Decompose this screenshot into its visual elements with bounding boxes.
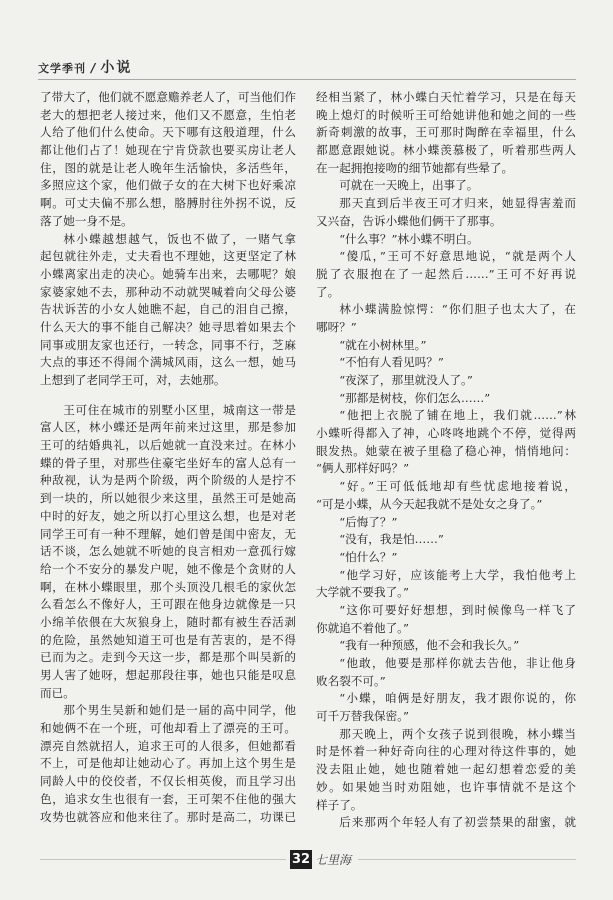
text-line: 又兴奋，告诉小蝶他们俩干了那事。: [316, 213, 502, 228]
paragraph: [316, 195, 576, 230]
paragraph: [316, 726, 576, 814]
publication-name: 七里海: [315, 853, 352, 867]
text-line: 告状诉苦的小女人她瞧不起，自己的泪自己擦，: [40, 302, 296, 317]
text-line: 王可的结婚典礼，以后她就一直没来过。在林小: [40, 438, 296, 453]
text-line: 家婆家她不去，那种动不动就哭喊着向父母公婆: [40, 284, 296, 299]
text-line: 啊，在林小蝶眼里，那个头顶没几根毛的家伙怎: [40, 579, 296, 594]
text-line: 么看怎么不像好人，王可跟在他身边就像是一只: [40, 597, 296, 612]
text-line: 了带大了，他们就不愿意赡养老人了，可当他们作: [40, 90, 296, 104]
page-footer: [0, 848, 613, 872]
text-line: “俩人那样好吗？”: [316, 461, 410, 476]
paragraph: [316, 390, 576, 408]
text-line: “怕什么？”: [339, 549, 398, 564]
text-line: 哪呀？”: [316, 319, 357, 334]
text-line: 时是怀着一种好奇向往的心理对待这件事的，她: [316, 744, 576, 759]
text-line: 富人区，林小蝶还是两年前来过这里，那是参加: [40, 420, 296, 435]
paragraph: [316, 655, 576, 690]
page-number: 32: [291, 852, 311, 867]
text-line: 林小蝶满脸惊愕：“你们胆子也太大了，在: [339, 302, 576, 317]
text-line: 而已。: [40, 685, 75, 700]
text-line: 眼发热。她蒙在被子里稳了稳心神，悄悄地问：: [316, 443, 576, 458]
text-line: “这你可要好好想想，到时候像鸟一样飞了: [339, 602, 576, 617]
text-line: 种敌视，认为是两个阶级，两个阶级的人是拧不: [40, 473, 296, 488]
text-line: 上想到了老同学王可，对，去她那。: [40, 373, 226, 387]
paragraph: [316, 602, 576, 637]
text-line: 林小蝶越想越气，饭也不做了，一赌气拿: [63, 231, 296, 246]
paragraph: [316, 177, 576, 195]
text-line: “不怕有人看见吗？”: [339, 355, 444, 370]
text-line: “我有一种预感，他不会和我长久。”: [339, 638, 520, 653]
text-line: 色，追求女生也很有一套，王可架不住他的强大: [40, 791, 296, 806]
text-column-left: [40, 89, 296, 844]
text-line: 漂亮自然就招人，追求王可的人很多，但她都看: [40, 738, 296, 753]
text-line: 给一个不安分的暴发户呢，她不像是个贪财的人: [40, 561, 296, 576]
text-line: 妙。如果她当时劝阻她，也许事情就不是这个: [316, 779, 576, 794]
journal-name: 文学季刊: [38, 62, 86, 75]
text-line: “小蝶，咱俩是好朋友，我才跟你说的，你: [339, 691, 576, 706]
text-line: 不上，可是他却让她动心了。再加上这个男生是: [40, 756, 296, 771]
text-line: “就在小树林里。”: [339, 337, 427, 352]
text-line: 同事或朋友家也还行，一转念，同事不行，芝麻: [40, 337, 296, 352]
text-line: 都愿意跟她说。林小蝶羡慕极了，听着那些两人: [316, 143, 576, 158]
paragraph: [40, 231, 296, 390]
text-line: 晚上熄灯的时候听王可给她讲他和她之间的一些: [316, 107, 576, 122]
text-line: “那都是树枝，你们怎么……”: [339, 390, 491, 405]
text-line: 了。: [316, 284, 340, 299]
text-line: 脱了衣服抱在了一起然后……”王可不好再说: [316, 266, 576, 281]
paragraph: [316, 549, 576, 567]
text-line: 起包就往外走，丈夫看也不理她，这更坚定了林: [40, 249, 296, 264]
paragraph: [316, 567, 576, 602]
text-line: 人给了他们什么使命。天下哪有这般道理，什么: [40, 125, 296, 140]
text-line: 败名裂不可。”: [316, 673, 386, 688]
footer-rule: [40, 859, 286, 860]
text-line: 住，图的就是让老人晚年生活愉快，多活些年，: [40, 160, 296, 175]
text-line: “他把上衣脱了铺在地上，我们就……”林: [339, 408, 576, 423]
paragraph: [316, 690, 576, 725]
text-line: 啊。可丈夫偏不那么想，胳膊肘往外拐不说，反: [40, 196, 296, 211]
text-line: 那天直到后半夜王可才归来，她显得害羞而: [339, 196, 576, 211]
text-line: 到一块的，所以她很少来这里，虽然王可是她高: [40, 491, 296, 506]
text-line: 新奇刺激的故事，王可那时陶醉在幸福里，什么: [316, 125, 576, 140]
paragraph: [316, 248, 576, 301]
text-line: “后悔了？”: [339, 514, 398, 529]
page-header: [38, 57, 132, 77]
paragraph: [316, 337, 576, 355]
text-line: 在一起拥抱接吻的细节她都有些晕了。: [316, 160, 514, 175]
text-line: 大点的事还不得闹个满城风雨，这么一想，她马: [40, 355, 296, 370]
text-line: 那天晚上，两个女孩子说到很晚，林小蝶当: [339, 726, 576, 741]
header-rule: [38, 79, 576, 80]
paragraph: [40, 402, 296, 703]
paragraph: [316, 814, 576, 832]
text-line: 蝶的骨子里，对那些住豪宅坐好车的富人总有一: [40, 455, 296, 470]
text-line: 同龄人中的佼佼者，不仅长相英俊，而且学习出: [40, 774, 296, 789]
text-line: 王可住在城市的别墅小区里，城南这一带是: [63, 402, 296, 417]
text-line: 都让他们占了！她现在宁肯贷款也要买房让老人: [40, 143, 296, 158]
text-line: “好。”王可低低地却有些忧虑地接着说，: [339, 479, 576, 494]
text-line: 已而为之。走到今天这一步，都是那个叫吴新的: [40, 650, 296, 665]
text-line: 同学王可有一种不理解，她们曾是闺中密友，无: [40, 526, 296, 541]
text-line: “可是小蝶，从今天起我就不是处女之身了。”: [316, 496, 543, 511]
text-column-right: [316, 89, 576, 844]
text-line: “夜深了，那里就没人了。”: [339, 373, 473, 387]
text-line: “什么事？”林小蝶不明白。: [339, 231, 479, 246]
section-name: 小说: [100, 60, 133, 76]
paragraph: [316, 301, 576, 336]
text-line: 什么天大的事不能自己解决？她寻思着如果去个: [40, 319, 296, 334]
text-line: 没去阻止她，她也随着她一起幻想着恋爱的美: [316, 762, 576, 777]
text-line: 可就在一天晚上，出事了。: [339, 178, 479, 193]
text-line: 话不谈，怎么她就不听她的良言相劝一意孤行嫁: [40, 544, 296, 559]
text-line: 老大的想把老人接过来，他们又不愿意，生怕老: [40, 107, 296, 122]
header-separator: /: [91, 61, 96, 75]
text-line: 样子了。: [316, 797, 363, 812]
text-line: 后来那两个年轻人有了初尝禁果的甜蜜，就: [339, 815, 576, 830]
text-line: 和她俩不在一个班，可他却看上了漂亮的王可。: [40, 721, 296, 736]
text-line: 男人害了她呀，想起那段往事，她也只能是叹息: [40, 668, 296, 682]
paragraph: [40, 702, 296, 826]
text-line: “没有，我是怕……”: [339, 532, 444, 547]
paragraph: [316, 478, 576, 513]
text-line: 小蝶离家出走的决心。她骑车出来，去哪呢？娘: [40, 266, 296, 281]
paragraph: [316, 637, 576, 655]
paragraph: [316, 372, 576, 390]
text-line: “傻瓜，”王可不好意思地说，“就是两个人: [339, 249, 576, 264]
paragraph: [316, 531, 576, 549]
paragraph: [316, 354, 576, 372]
text-line: 落了她一身不是。: [40, 213, 133, 228]
text-line: 小蝶听得都入了神，心咚咚地跳个不停，觉得两: [316, 426, 576, 441]
text-line: 那个男生吴新和她们是一届的高中同学，他: [63, 703, 296, 718]
text-line: 大学就不要我了。”: [316, 585, 409, 600]
footer-rule: [358, 859, 576, 860]
text-line: 攻势也就答应和他来往了。那时是高二，功课已: [40, 809, 296, 824]
text-line: “他敢，他要是那样你就去告他，非让他身: [339, 656, 576, 670]
text-line: 经相当紧了，林小蝶白天忙着学习，只是在每天: [316, 90, 576, 104]
text-line: 小绵羊依偎在大灰狼身上，随时都有被生吞活剥: [40, 614, 296, 629]
paragraph: [316, 514, 576, 532]
paragraph: [316, 231, 576, 249]
text-line: 中时的好友，她之所以打心里这么想，也是对老: [40, 508, 296, 523]
paragraph: [40, 89, 296, 231]
paragraph: [316, 89, 576, 177]
paragraph: [316, 407, 576, 478]
text-line: 可千万替我保密。”: [316, 709, 409, 724]
text-line: 多照应这个家，他们做子女的在大树下也好乘凉: [40, 178, 296, 193]
text-line: 你就追不着他了。”: [316, 620, 409, 635]
text-line: “他学习好，应该能考上大学，我怕他考上: [339, 567, 576, 582]
text-line: 的危险，虽然她知道王可也是有苦衷的，是不得: [40, 632, 296, 647]
